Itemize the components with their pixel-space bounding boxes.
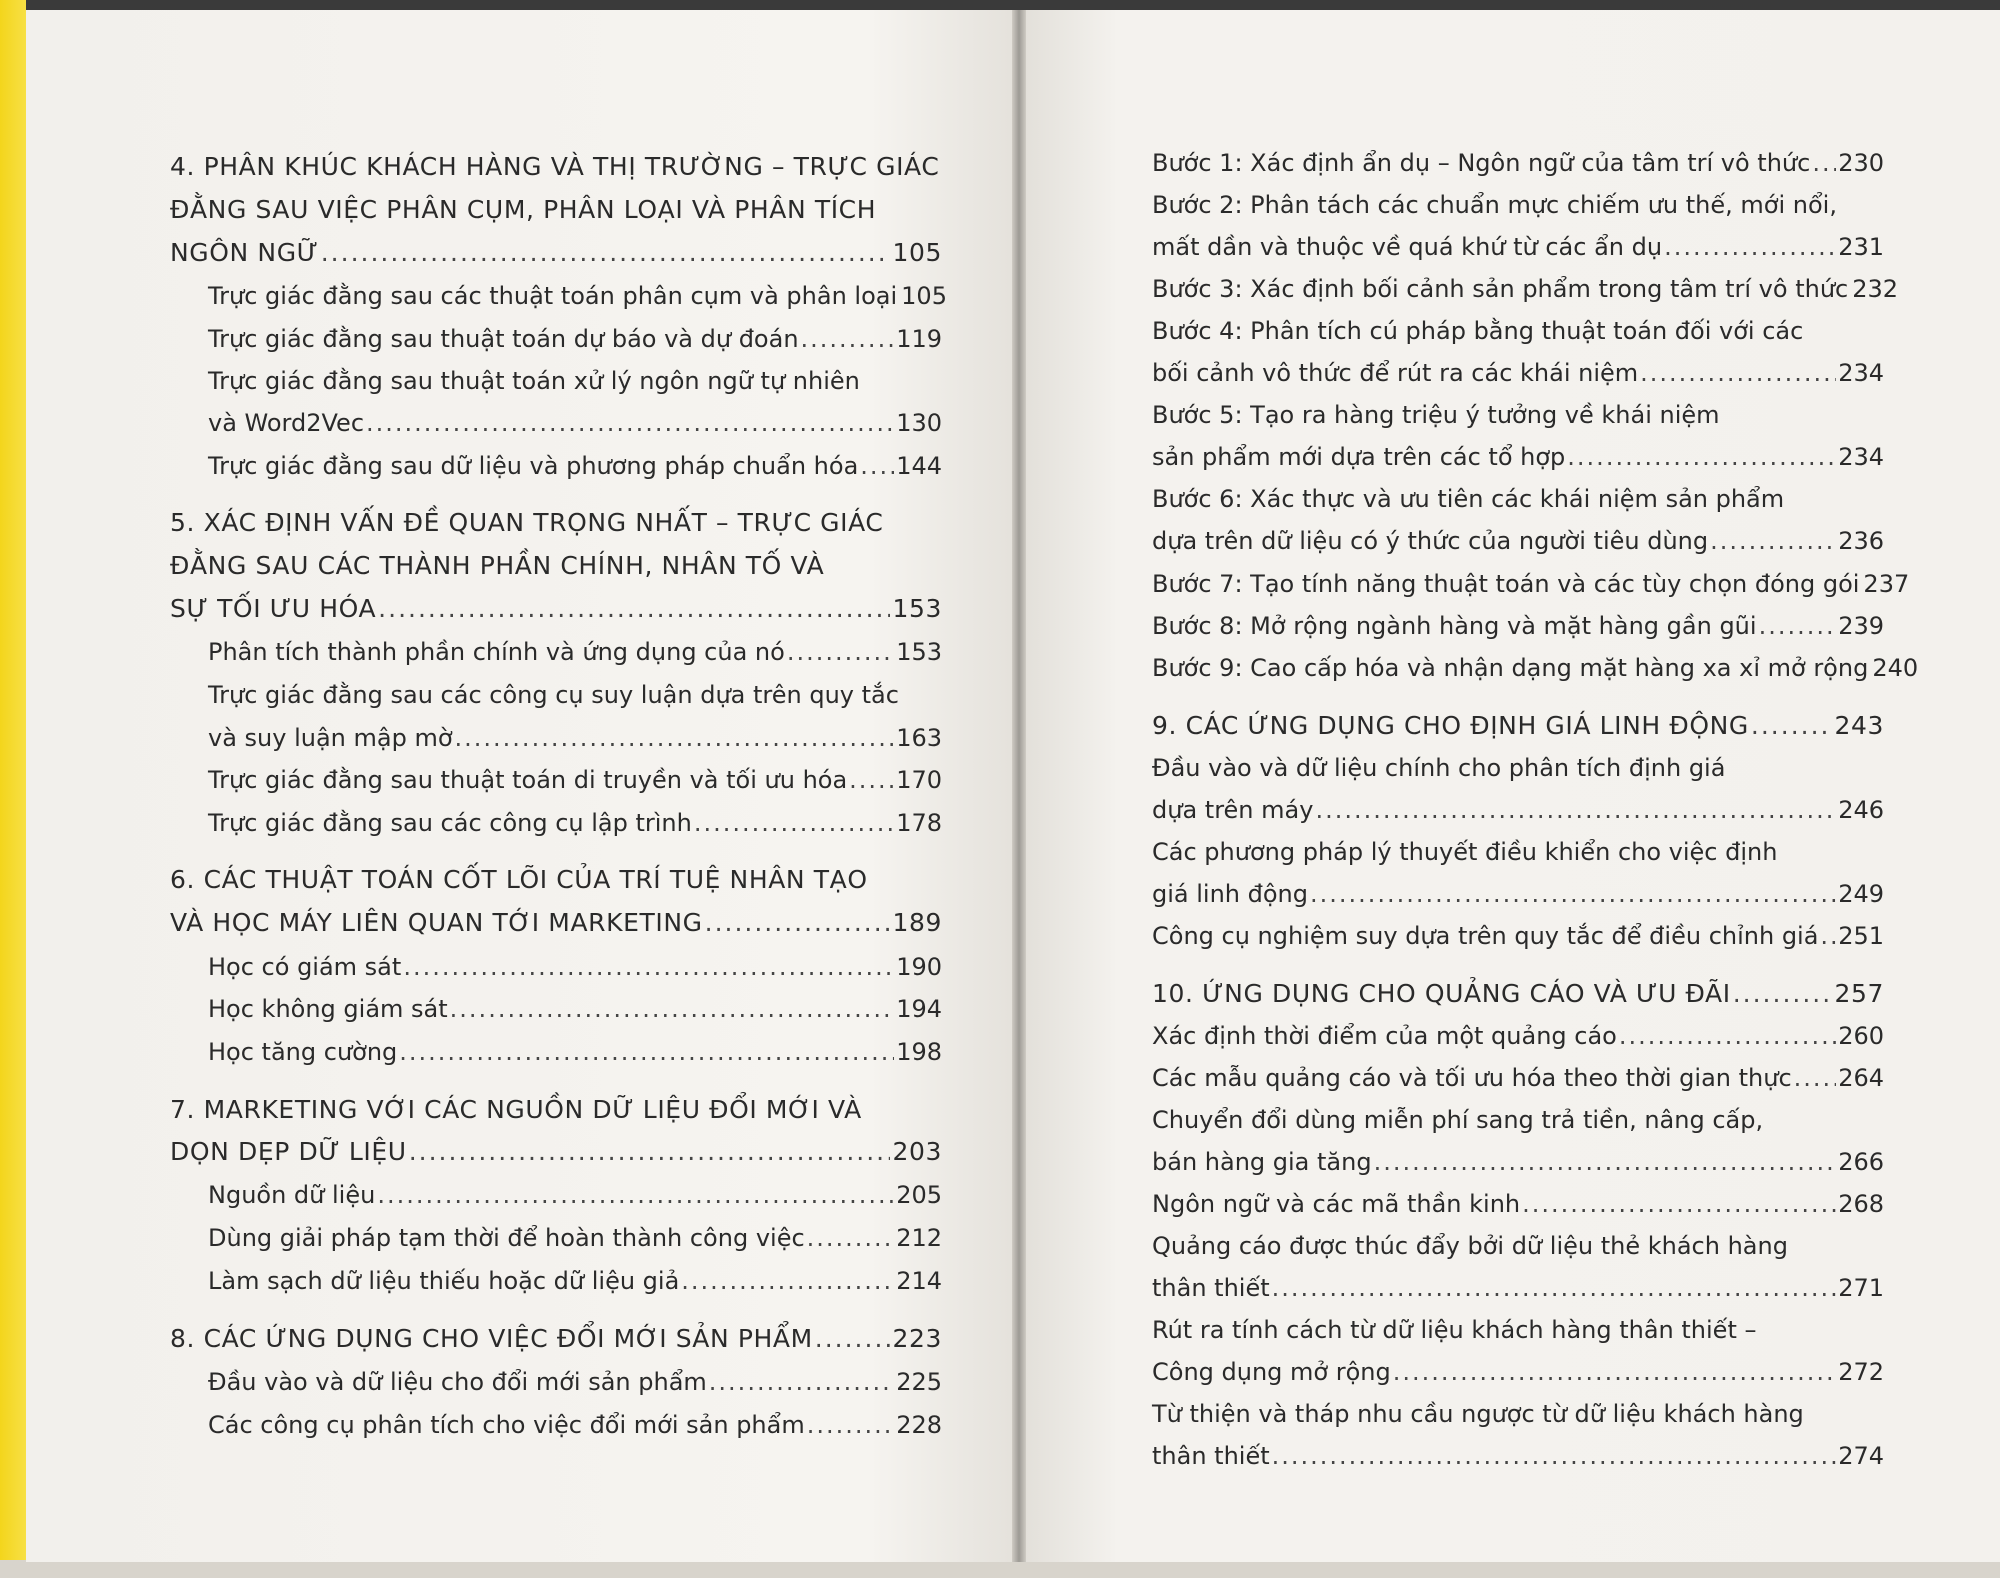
leader-dots	[366, 408, 894, 438]
leader-dots	[321, 238, 891, 268]
toc-entry-title: Trực giác đằng sau dữ liệu và phương pháp chuẩn hóa	[208, 452, 859, 480]
toc-entry-title: bối cảnh vô thức để rút ra các khái niệm	[1152, 359, 1639, 387]
toc-chapter-line	[170, 1137, 942, 1167]
toc-page-number: 240	[1872, 654, 1919, 682]
toc-page-number: 153	[892, 594, 942, 623]
toc-chapter-line	[170, 594, 942, 624]
leader-dots	[1759, 611, 1837, 641]
toc-entry-title: thân thiết	[1152, 1442, 1270, 1470]
toc-entry-line	[208, 451, 942, 481]
toc-entry-line	[1152, 442, 1884, 472]
leader-dots	[1374, 1147, 1837, 1177]
leader-dots	[455, 723, 895, 753]
toc-entry-line: Trực giác đằng sau thuật toán xử lý ngôn ngữ tự nhiên	[208, 367, 860, 395]
toc-entry-line	[1152, 1021, 1884, 1051]
toc-entry-line	[208, 324, 942, 354]
toc-page-number: 249	[1838, 880, 1884, 908]
toc-entry-title: Các công cụ phân tích cho việc đổi mới sản phẩm	[208, 1411, 805, 1439]
toc-entry-title: NGÔN NGỮ	[170, 238, 319, 267]
toc-page-number: 274	[1838, 1442, 1884, 1470]
toc-entry-line	[208, 952, 942, 982]
toc-entry-line: Từ thiện và tháp nhu cầu ngược từ dữ liệu khách hàng	[1152, 1400, 1804, 1428]
leader-dots	[787, 637, 894, 667]
toc-entry-line	[208, 808, 942, 838]
toc-entry-title: Nguồn dữ liệu	[208, 1181, 376, 1209]
toc-page-number: 251	[1838, 922, 1884, 950]
leader-dots	[1619, 1021, 1836, 1051]
leader-dots	[1315, 795, 1836, 825]
toc-entry-line	[1152, 1441, 1884, 1471]
toc-entry-line	[1152, 1189, 1884, 1219]
cover-edge	[0, 0, 26, 1560]
toc-entry-line: Bước 5: Tạo ra hàng triệu ý tưởng về khái niệm	[1152, 401, 1720, 429]
leader-dots	[378, 594, 890, 624]
toc-entry-line	[208, 1266, 942, 1296]
book-gutter	[1012, 10, 1026, 1562]
toc-page-number: 268	[1838, 1190, 1884, 1218]
toc-entry-title: SỰ TỐI ƯU HÓA	[170, 594, 377, 623]
toc-page-number: 271	[1838, 1274, 1884, 1302]
toc-page-number: 198	[896, 1038, 942, 1066]
toc-page-number: 212	[896, 1224, 942, 1252]
leader-dots	[399, 1037, 894, 1067]
toc-entry-title: Học có giám sát	[208, 953, 402, 981]
leader-dots	[860, 451, 894, 481]
toc-page-number: 246	[1838, 796, 1884, 824]
toc-page-number: 230	[1838, 149, 1884, 177]
toc-entry-title: và suy luận mập mờ	[208, 724, 453, 752]
toc-entry-line	[1152, 569, 1910, 599]
toc-chapter-line: 4. PHÂN KHÚC KHÁCH HÀNG VÀ THỊ TRƯỜNG – TRỰC GIÁC	[170, 152, 940, 181]
toc-chapter-line	[170, 238, 942, 268]
leader-dots	[694, 808, 894, 838]
toc-entry-title: Bước 7: Tạo tính năng thuật toán và các tùy chọn đóng gói	[1152, 570, 1860, 598]
leader-dots	[450, 994, 895, 1024]
toc-entry-line	[1152, 653, 1919, 683]
toc-entry-title: bán hàng gia tăng	[1152, 1148, 1372, 1176]
toc-entry-title: 8. CÁC ỨNG DỤNG CHO VIỆC ĐỔI MỚI SẢN PHẨM	[170, 1324, 813, 1353]
toc-entry-title: Học tăng cường	[208, 1038, 398, 1066]
toc-chapter-line: 6. CÁC THUẬT TOÁN CỐT LÕI CỦA TRÍ TUỆ NHÂN TẠO	[170, 865, 868, 894]
leader-dots	[1567, 442, 1836, 472]
leader-dots	[1522, 1189, 1836, 1219]
toc-page-number: 243	[1834, 711, 1884, 740]
toc-entry-line	[208, 408, 942, 438]
toc-page-number: 205	[896, 1181, 942, 1209]
leader-dots	[1820, 921, 1836, 951]
toc-page-number: 234	[1838, 443, 1884, 471]
leader-dots	[1272, 1441, 1837, 1471]
toc-entry-title: Trực giác đằng sau thuật toán di truyền và tối ưu hóa	[208, 766, 848, 794]
toc-chapter-line	[170, 1324, 942, 1354]
leader-dots	[807, 1223, 895, 1253]
toc-entry-line	[1152, 795, 1884, 825]
toc-entry-title: và Word2Vec	[208, 409, 365, 437]
toc-page-number: 163	[896, 724, 942, 752]
toc-entry-title: Phân tích thành phần chính và ứng dụng của nó	[208, 638, 785, 666]
toc-entry-title: Trực giác đằng sau các công cụ lập trình	[208, 809, 692, 837]
toc-chapter-line: 5. XÁC ĐỊNH VẤN ĐỀ QUAN TRỌNG NHẤT – TRỰC GIÁC	[170, 508, 884, 537]
toc-page-number: 236	[1838, 527, 1884, 555]
toc-entry-line: Bước 2: Phân tách các chuẩn mực chiếm ưu thế, mới nổi,	[1152, 191, 1837, 219]
toc-page-number: 214	[896, 1267, 942, 1295]
toc-entry-line	[208, 281, 947, 311]
toc-page-number: 130	[896, 409, 942, 437]
toc-entry-line	[1152, 1063, 1884, 1093]
toc-entry-line	[208, 1037, 942, 1067]
toc-page-number: 203	[892, 1137, 942, 1166]
leader-dots	[801, 324, 895, 354]
toc-page-number: 189	[892, 908, 942, 937]
toc-entry-line	[1152, 1147, 1884, 1177]
toc-entry-title: Trực giác đằng sau các thuật toán phân cụm và phân loại	[208, 282, 898, 310]
toc-entry-line	[208, 994, 942, 1024]
toc-entry-title: mất dần và thuộc về quá khứ từ các ẩn dụ	[1152, 233, 1663, 261]
toc-entry-line: Bước 6: Xác thực và ưu tiên các khái niệm sản phẩm	[1152, 485, 1785, 513]
leader-dots	[377, 1180, 894, 1210]
toc-page-number: 239	[1838, 612, 1884, 640]
toc-entry-line	[208, 1410, 942, 1440]
toc-chapter-line	[170, 908, 942, 938]
toc-page-number: 144	[896, 452, 942, 480]
toc-entry-line	[1152, 274, 1899, 304]
toc-entry-line: Đầu vào và dữ liệu chính cho phân tích định giá	[1152, 754, 1726, 782]
toc-page-number: 232	[1852, 275, 1899, 303]
toc-entry-line	[1152, 358, 1884, 388]
toc-entry-line	[1152, 879, 1884, 909]
toc-entry-line: Rút ra tính cách từ dữ liệu khách hàng thân thiết –	[1152, 1316, 1757, 1344]
leader-dots	[1310, 879, 1836, 909]
toc-entry-line: Chuyển đổi dùng miễn phí sang trả tiền, nâng cấp,	[1152, 1106, 1764, 1134]
toc-page-number: 257	[1834, 979, 1884, 1008]
toc-entry-line	[208, 1180, 942, 1210]
leader-dots	[1710, 526, 1836, 556]
leader-dots	[1812, 148, 1836, 178]
leader-dots	[1733, 979, 1833, 1009]
toc-entry-title: Dùng giải pháp tạm thời để hoàn thành công việc	[208, 1224, 805, 1252]
toc-entry-title: Bước 9: Cao cấp hóa và nhận dạng mặt hàng xa xỉ mở rộng	[1152, 654, 1869, 682]
toc-page-number: 237	[1863, 570, 1910, 598]
toc-entry-title: DỌN DẸP DỮ LIỆU	[170, 1137, 407, 1166]
toc-entry-line	[208, 1367, 942, 1397]
toc-entry-line	[208, 637, 942, 667]
toc-page-number: 194	[896, 995, 942, 1023]
toc-chapter-line: ĐẰNG SAU VIỆC PHÂN CỤM, PHÂN LOẠI VÀ PHÂN TÍCH	[170, 195, 877, 224]
toc-entry-line: Trực giác đằng sau các công cụ suy luận dựa trên quy tắc	[208, 681, 899, 709]
toc-entry-title: 9. CÁC ỨNG DỤNG CHO ĐỊNH GIÁ LINH ĐỘNG	[1152, 711, 1749, 740]
toc-page-number: 264	[1838, 1064, 1884, 1092]
leader-dots	[1393, 1357, 1836, 1387]
toc-entry-title: Công cụ nghiệm suy dựa trên quy tắc để điều chỉnh giá	[1152, 922, 1819, 950]
toc-entry-title: Học không giám sát	[208, 995, 448, 1023]
toc-page-number: 266	[1838, 1148, 1884, 1176]
leader-dots	[1272, 1273, 1837, 1303]
leader-dots	[849, 765, 894, 795]
toc-entry-title: dựa trên máy	[1152, 796, 1314, 824]
leader-dots	[807, 1410, 894, 1440]
leader-dots	[1640, 358, 1836, 388]
toc-entry-title: 10. ỨNG DỤNG CHO QUẢNG CÁO VÀ ƯU ĐÃI	[1152, 979, 1731, 1008]
toc-entry-title: giá linh động	[1152, 880, 1308, 908]
toc-entry-title: Bước 1: Xác định ẩn dụ – Ngôn ngữ của tâm trí vô thức	[1152, 149, 1811, 177]
toc-page-number: 153	[896, 638, 942, 666]
toc-page-number: 170	[896, 766, 942, 794]
toc-chapter-line	[1152, 979, 1884, 1009]
toc-entry-line	[1152, 232, 1884, 262]
toc-chapter-line	[1152, 711, 1884, 741]
leader-dots	[681, 1266, 894, 1296]
toc-page-number: 228	[896, 1411, 942, 1439]
toc-entry-title: dựa trên dữ liệu có ý thức của người tiêu dùng	[1152, 527, 1709, 555]
toc-entry-line	[1152, 921, 1884, 951]
toc-page-number: 272	[1838, 1358, 1884, 1386]
toc-chapter-line: ĐẰNG SAU CÁC THÀNH PHẦN CHÍNH, NHÂN TỐ VÀ	[170, 551, 825, 580]
toc-chapter-line: 7. MARKETING VỚI CÁC NGUỒN DỮ LIỆU ĐỔI MỚI VÀ	[170, 1095, 862, 1124]
toc-entry-title: Xác định thời điểm của một quảng cáo	[1152, 1022, 1617, 1050]
leader-dots	[705, 908, 891, 938]
toc-entry-line	[1152, 148, 1884, 178]
toc-entry-title: Đầu vào và dữ liệu cho đổi mới sản phẩm	[208, 1368, 707, 1396]
toc-entry-line	[1152, 526, 1884, 556]
leader-dots	[1751, 711, 1833, 741]
toc-entry-title: Trực giác đằng sau thuật toán dự báo và dự đoán	[208, 325, 799, 353]
toc-entry-title: Bước 3: Xác định bối cảnh sản phẩm trong tâm trí vô thức	[1152, 275, 1849, 303]
toc-page-number: 223	[892, 1324, 942, 1353]
toc-entry-title: Công dụng mở rộng	[1152, 1358, 1391, 1386]
toc-page-number: 105	[892, 238, 942, 267]
toc-entry-line: Bước 4: Phân tích cú pháp bằng thuật toán đối với các	[1152, 317, 1804, 345]
toc-entry-title: Làm sạch dữ liệu thiếu hoặc dữ liệu giả	[208, 1267, 680, 1295]
toc-entry-title: thân thiết	[1152, 1274, 1270, 1302]
toc-entry-line	[1152, 611, 1884, 641]
toc-page-number: 225	[896, 1368, 942, 1396]
leader-dots	[403, 952, 894, 982]
leader-dots	[1664, 232, 1836, 262]
toc-page-number: 190	[896, 953, 942, 981]
toc-entry-line	[208, 723, 942, 753]
toc-entry-title: sản phẩm mới dựa trên các tổ hợp	[1152, 443, 1566, 471]
leader-dots	[1794, 1063, 1837, 1093]
toc-entry-title: VÀ HỌC MÁY LIÊN QUAN TỚI MARKETING	[170, 908, 703, 937]
leader-dots	[409, 1137, 891, 1167]
toc-entry-line	[1152, 1357, 1884, 1387]
leader-dots	[815, 1324, 891, 1354]
toc-page-number: 105	[901, 282, 947, 310]
toc-page-number: 234	[1838, 359, 1884, 387]
toc-entry-title: Ngôn ngữ và các mã thần kinh	[1152, 1190, 1521, 1218]
toc-page-number: 231	[1838, 233, 1884, 261]
toc-entry-title: Các mẫu quảng cáo và tối ưu hóa theo thời gian thực	[1152, 1064, 1792, 1092]
toc-entry-line	[208, 1223, 942, 1253]
leader-dots	[709, 1367, 894, 1397]
toc-entry-line	[1152, 1273, 1884, 1303]
toc-entry-line: Các phương pháp lý thuyết điều khiển cho việc định	[1152, 838, 1778, 866]
toc-page-number: 260	[1838, 1022, 1884, 1050]
toc-page-number: 178	[896, 809, 942, 837]
toc-entry-line	[208, 765, 942, 795]
toc-page-number: 119	[896, 325, 942, 353]
toc-entry-line: Quảng cáo được thúc đẩy bởi dữ liệu thẻ khách hàng	[1152, 1232, 1788, 1260]
toc-entry-title: Bước 8: Mở rộng ngành hàng và mặt hàng gần gũi	[1152, 612, 1757, 640]
